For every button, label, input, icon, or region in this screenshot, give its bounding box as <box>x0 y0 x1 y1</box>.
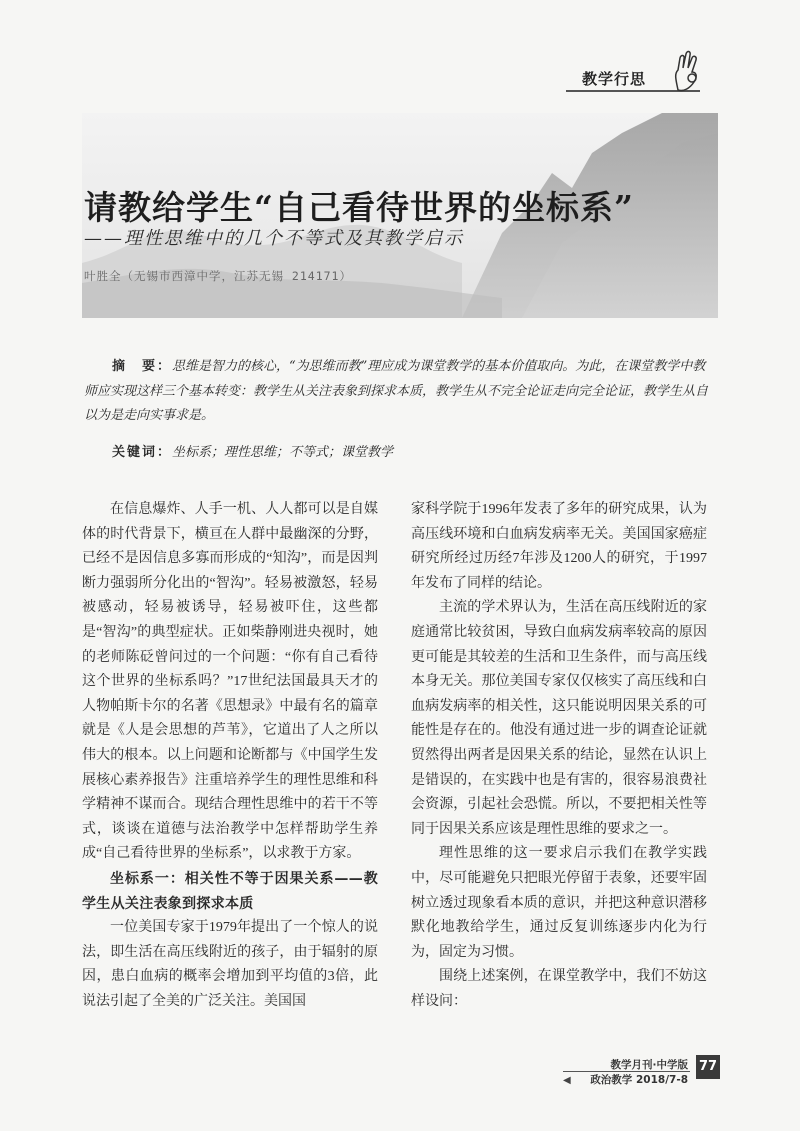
page-number: 77 <box>696 1055 720 1079</box>
body-column-left <box>82 498 378 1014</box>
body-paragraph: 一位美国专家于1979年提出了一个惊人的说法，即生活在高压线附近的孩子，由于辐射的原因，患白血病的概率会增加到平均值的3倍，此说法引起了全美的广泛关注。美国国 <box>82 920 378 1009</box>
body-paragraph: 在信息爆炸、人手一机、人人都可以是自媒体的时代背景下，横亘在人群中最幽深的分野，已经不是因信息多寡而形成的“知沟”，而是因判断力强弱所分化出的“智沟”。轻易被激怒，轻易被感动，轻易被诱导，轻易被吓住，这些都是“智沟”的典型症状。正如柴静刚进央视时，她的老师陈砭曾问过的一个问题：“你有自己看待这个世界的坐标系吗？”17世纪法国最具天才的人物帕斯卡尔的名著《思想录》中最有名的篇章就是《人是会思想的芦苇》，它道出了人之所以伟大的根本。以上问题和论断都与《中国学生发展核心素养报告》注重培养学生的理性思维和科学精神不谋而合。现结合理性思维中的若干不等式，谈谈在道德与法治教学中怎样帮助学生养成“自己看待世界的坐标系”，以求教于方家。 <box>82 502 378 862</box>
article-subtitle: ——理性思维中的几个不等式及其教学启示 <box>84 228 464 249</box>
body-paragraph: 家科学院于1996年发表了多年的研究成果，认为高压线环境和白血病发病率无关。美国国家癌症研究所经过历经7年涉及1200人的研究，于1997年发布了同样的结论。 <box>411 502 707 591</box>
column-tag <box>566 64 716 94</box>
column-tag-label: 教学行思 <box>582 70 647 88</box>
journal-issue: 政治教学 2018/7-8 <box>590 1074 688 1086</box>
body-paragraph: 围绕上述案例，在课堂教学中，我们不妨这样设问： <box>411 969 707 1009</box>
body-paragraph: 理性思维的这一要求启示我们在教学实践中，尽可能避免只把眼光停留于表象，还要牢固树立透过现象看本质的意识，并把这种意识潜移默化地教给学生，通过反复训练逐步内化为行为，固定为习惯。 <box>411 846 707 960</box>
page-footer <box>563 1053 720 1089</box>
journal-name: 教学月刊·中学版 <box>610 1059 688 1071</box>
author-byline: 叶胜全（无锡市西漳中学，江苏无锡 214171） <box>84 269 352 283</box>
article-title: 请教给学生“自己看待世界的坐标系” <box>84 188 634 228</box>
abstract <box>84 355 716 429</box>
body-column-right <box>411 498 707 1014</box>
abstract-text: 思维是智力的核心，“为思维而教”理应成为课堂教学的基本价值取向。为此，在课堂教学中教师应实现这样三个基本转变：教学生从关注表象到探求本质，教学生从不完全论证走向完全论证，教学生从自以为是走向实事求是。 <box>84 359 709 423</box>
section-heading: 坐标系一：相关性不等于因果关系——教学生从关注表象到探求本质 <box>82 870 378 912</box>
keywords <box>112 441 393 465</box>
abstract-label: 摘 要： <box>112 359 173 374</box>
body-paragraph: 主流的学术界认为，生活在高压线附近的家庭通常比较贫困，导致白血病发病率较高的原因更可能是其较差的生活和卫生条件，而与高压线本身无关。那位美国专家仅仅核实了高压线和白血病发病率的相关性，这只能说明因果关系的可能性是存在的。他没有通过进一步的调查论证就贸然得出两者是因果关系的结论，显然在认识上是错误的，在实践中也是有害的，很容易浪费社会资源，引起社会恐慌。所以，不要把相关性等同于因果关系应该是理性思维的要求之一。 <box>411 600 707 837</box>
keywords-label: 关键词： <box>112 445 173 460</box>
arrow-left-icon: ◀ <box>563 1075 571 1086</box>
keywords-text: 坐标系；理性思维；不等式；课堂教学 <box>172 445 394 460</box>
hand-icon <box>670 50 704 92</box>
